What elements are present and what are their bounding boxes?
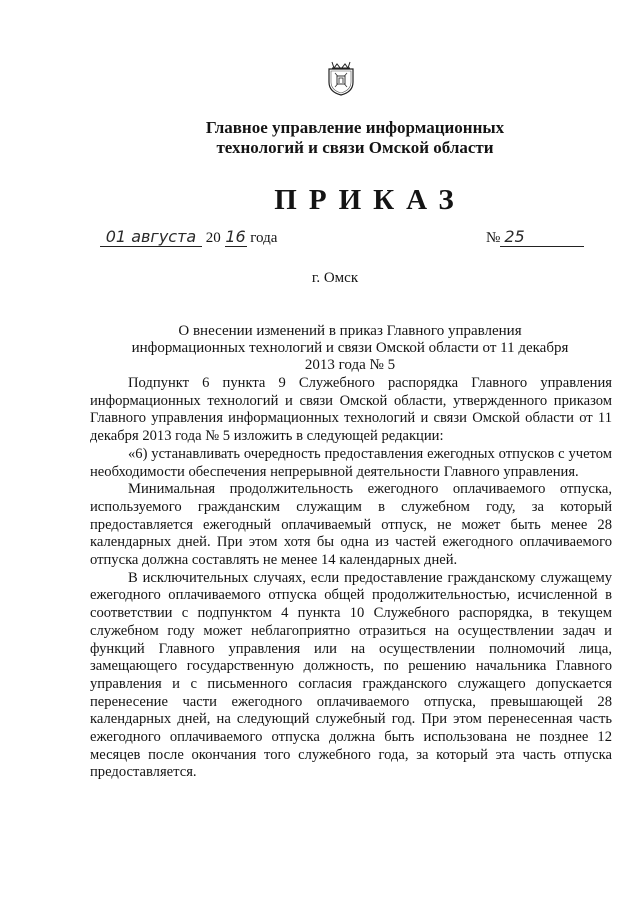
organization-name-line-2: технологий и связи Омской области <box>216 138 494 157</box>
date-day-month: 01 августа <box>100 228 202 247</box>
body-paragraph: Минимальная продолжительность ежегодного оплачиваемого отпуска, используемого гражданским служащим в служебном году, за который предоставляется ежегодный оплачиваемый отпуск, не может быть менее 28 календарных дней. При этом хотя бы одна из частей ежегодного оплачиваемого отпуска должна составлять не менее 14 календарных дней. <box>90 481 612 569</box>
city-label <box>0 270 640 287</box>
date-year-suffix: 16 <box>225 227 246 246</box>
order-date <box>100 228 277 252</box>
number-value: 25 <box>500 228 584 247</box>
order-number <box>486 228 584 247</box>
date-year-prefix: 20 <box>205 230 221 246</box>
omsk-coat-of-arms-icon <box>327 60 355 96</box>
organization-name-line-1: Главное управление информационных <box>205 118 505 137</box>
body-paragraph: «6) устанавливать очередность предоставления ежегодных отпусков с учетом необходимости обеспечения непрерывной деятельности Главного управления. <box>90 445 612 480</box>
body-paragraph: Подпункт 6 пункта 9 Служебного распорядка Главного управления информационных технологий и связи Омской области, утвержденного приказом Главного управления информационных технологий и связи Омской области от 11 декабря 2013 года № 5 изложить в следующей редакции: <box>90 375 612 445</box>
organization-name <box>0 118 640 158</box>
order-body <box>90 375 612 782</box>
order-subject: О внесении изменений в приказ Главного управления информационных технологий и связи Омской области от 11 декабря 2013 года № 5 <box>131 323 569 373</box>
document-type-title: ПРИКАЗ <box>274 184 466 216</box>
city-name: г. Омск <box>311 270 359 286</box>
date-year-word: года <box>250 230 278 246</box>
body-paragraph: В исключительных случаях, если предоставление гражданскому служащему ежегодного оплачиваемого отпуска общей продолжительностью, исчисленной в соответствии с подпунктом 4 пункта 10 Служебного распорядка, в текущем служебном году может неблагоприятно отразиться на осуществлении задач и функций Главного управления или на осуществлении полномочий лица, замещающего государственную должность, по решению начальника Главного управления и с письменного согласия гражданского служащего допускается перенесение части ежегодного оплачиваемого отпуска, превышающей 28 календарных дней, на следующий служебный год. При этом перенесенная часть ежегодного оплачиваемого отпуска должна быть использована не позднее 12 месяцев после окончания того служебного года, за который эта часть отпуска предоставляется. <box>90 569 612 781</box>
number-sign: № <box>486 230 501 246</box>
